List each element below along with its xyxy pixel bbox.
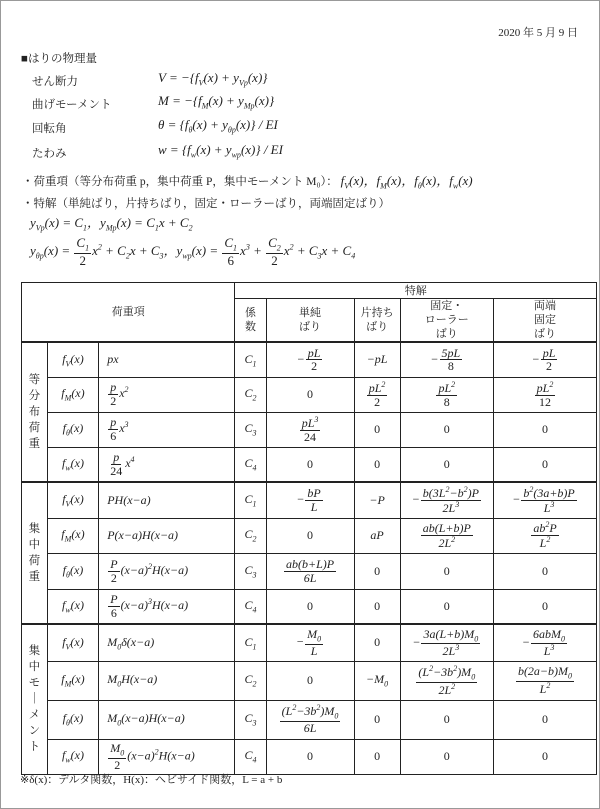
particular-eq-1: $y_{Vp}(x) = C_1$，$y_{Mp}(x) = C_1x + C_2$ — [30, 215, 193, 233]
cell: 0 — [354, 412, 400, 447]
cell: $\frac{pL^3}{24}$ — [266, 412, 354, 447]
coef-c1: $C_1$ — [235, 624, 266, 661]
load-expr: $M_0H(x-a)$ — [99, 661, 235, 700]
cell: $\frac{ab(b+L)P}{6L}$ — [266, 553, 354, 589]
cell: $\frac{b(2a-b)M_0}{L^2}$ — [493, 661, 596, 700]
cell: 0 — [266, 739, 354, 774]
load-expr: $M_0(x-a)H(x-a)$ — [99, 700, 235, 739]
coef-c2: $C_2$ — [235, 377, 266, 412]
cell: $\frac{pL^2}{2}$ — [354, 377, 400, 412]
coef-c1: $C_1$ — [235, 342, 266, 377]
load-expr: $\frac{p}{24}$ $x^4$ — [99, 447, 235, 482]
cell: 0 — [400, 412, 493, 447]
cell: 0 — [400, 739, 493, 774]
func-fv: $f_V(x)$ — [47, 342, 98, 377]
cell: 0 — [354, 700, 400, 739]
func-fw: $f_w(x)$ — [47, 739, 98, 774]
header-simple-beam: 単純 ばり — [266, 299, 354, 343]
cell: −pL — [354, 342, 400, 377]
cell: 0 — [493, 447, 596, 482]
cell: $\frac{pL^2}{8}$ — [400, 377, 493, 412]
section-title: ■はりの物理量 — [21, 53, 97, 65]
cell: $\frac{ab^2P}{L^2}$ — [493, 518, 596, 553]
func-fm: $f_M(x)$ — [47, 377, 98, 412]
func-fw: $f_w(x)$ — [47, 447, 98, 482]
coef-c4: $C_4$ — [235, 589, 266, 624]
func-ftheta: $f_\theta(x)$ — [47, 553, 98, 589]
cell: 0 — [493, 412, 596, 447]
coef-c3: $C_3$ — [235, 553, 266, 589]
cell: −P — [354, 482, 400, 518]
cell: 0 — [493, 589, 596, 624]
particular-eq-2: $y_{\theta p}(x)$ = $\frac{C_1}{2}$ $x^2 + C_2x + C_3$，$y_{wp}(x)$ = $\frac{C_1}{6}$ $x^3$ + $\frac{C_2}{2}$ $x^2 + C_3x + C_4$ — [30, 235, 356, 268]
cell: 0 — [493, 700, 596, 739]
cell: 0 — [400, 553, 493, 589]
func-fv: $f_V(x)$ — [47, 482, 98, 518]
cell: 0 — [400, 700, 493, 739]
group-uniform-load: 等 分 布 荷 重 — [22, 342, 48, 482]
load-expr: $\frac{p}{2}$ $x^2$ — [99, 377, 235, 412]
load-terms-text: ・荷重項（等分布荷重 p，集中荷重 P，集中モーメント M₀）： — [22, 176, 338, 188]
cell: 0 — [354, 624, 400, 661]
func-ftheta: $f_\theta(x)$ — [47, 412, 98, 447]
document-date: 2020 年 5 月 9 日 — [498, 27, 578, 39]
shear-force-label: せん断力 — [32, 76, 78, 88]
load-term-table — [21, 282, 597, 775]
cell: 0 — [266, 447, 354, 482]
header-particular-solution: 特解 — [235, 283, 597, 299]
coef-c4: $C_4$ — [235, 739, 266, 774]
load-expr: $M_0\delta(x-a)$ — [99, 624, 235, 661]
cell: − $\frac{6abM_0}{L^3}$ — [493, 624, 596, 661]
coef-c2: $C_2$ — [235, 518, 266, 553]
rotation-angle-label: 回転角 — [32, 123, 67, 135]
cell: − $\frac{3a(L+b)M_0}{2L^3}$ — [400, 624, 493, 661]
deflection-label: たわみ — [32, 148, 67, 160]
load-expr: px — [99, 342, 235, 377]
cell: 0 — [266, 589, 354, 624]
load-expr: $\frac{p}{6}$ $x^3$ — [99, 412, 235, 447]
cell: − $\frac{5pL}{8}$ — [400, 342, 493, 377]
func-fm: $f_M(x)$ — [47, 661, 98, 700]
func-fm: $f_M(x)$ — [47, 518, 98, 553]
deflection-equation: $w = \{f_w(x) + y_{wp}(x)\}$ / EI — [158, 142, 283, 160]
cell: 0 — [400, 447, 493, 482]
cell: $\frac{pL^2}{12}$ — [493, 377, 596, 412]
load-expr: $\frac{M_0}{2}$ $(x-a)^2H(x-a)$ — [99, 739, 235, 774]
group-concentrated-moment: 集 中 モ ｜ メ ン ト — [22, 624, 48, 774]
cell: − $\frac{pL}{2}$ — [493, 342, 596, 377]
cell: 0 — [400, 589, 493, 624]
header-coefficient: 係 数 — [235, 299, 266, 343]
cell: − $\frac{pL}{2}$ — [266, 342, 354, 377]
cell: $\frac{(L^2-3b^2)M_0}{6L}$ — [266, 700, 354, 739]
cell: 0 — [266, 518, 354, 553]
cell: 0 — [493, 553, 596, 589]
cell: − $\frac{b(3L^2-b^2)P}{2L^3}$ — [400, 482, 493, 518]
func-ftheta: $f_\theta(x)$ — [47, 700, 98, 739]
cell: $-M_0$ — [354, 661, 400, 700]
load-expr: P(x−a)H(x−a) — [99, 518, 235, 553]
coef-c2: $C_2$ — [235, 661, 266, 700]
load-expr: $\frac{P}{6}$ $(x-a)^3H(x-a)$ — [99, 589, 235, 624]
header-cantilever-beam: 片持ち ばり — [354, 299, 400, 343]
cell: 0 — [354, 589, 400, 624]
header-both-fixed-beam: 両端 固定 ばり — [493, 299, 596, 343]
cell: aP — [354, 518, 400, 553]
cell: $\frac{ab(L+b)P}{2L^2}$ — [400, 518, 493, 553]
cell: − $\frac{bP}{L}$ — [266, 482, 354, 518]
footnote: ※δ(x)：デルタ関数，H(x)：ヘビサイド関数，L = a + b — [20, 774, 283, 786]
cell: 0 — [266, 377, 354, 412]
cell: 0 — [354, 739, 400, 774]
cell: 0 — [354, 447, 400, 482]
cell: 0 — [493, 739, 596, 774]
func-fv: $f_V(x)$ — [47, 624, 98, 661]
cell: $\frac{(L^2-3b^2)M_0}{2L^2}$ — [400, 661, 493, 700]
load-terms-bullet: ・荷重項（等分布荷重 p，集中荷重 P，集中モーメント M₀）： $f_V(x)$，$f_M(x)$，$f_\theta(x)$，$f_w(x)$ — [22, 173, 473, 191]
header-fixed-roller-beam: 固定・ ローラー ばり — [400, 299, 493, 343]
coef-c4: $C_4$ — [235, 447, 266, 482]
group-concentrated-load: 集 中 荷 重 — [22, 482, 48, 624]
coef-c1: $C_1$ — [235, 482, 266, 518]
coef-c3: $C_3$ — [235, 700, 266, 739]
coef-c3: $C_3$ — [235, 412, 266, 447]
particular-solution-bullet: ・特解（単純ばり，片持ちばり，固定・ローラーばり，両端固定ばり） — [22, 198, 390, 210]
load-expr: PH(x−a) — [99, 482, 235, 518]
cell: 0 — [354, 553, 400, 589]
cell: − $\frac{M_0}{L}$ — [266, 624, 354, 661]
shear-force-equation: $V = -\{f_V(x) + y_{Vp}(x)\}$ — [158, 70, 268, 88]
cell: − $\frac{b^2(3a+b)P}{L^3}$ — [493, 482, 596, 518]
bending-moment-label: 曲げモーメント — [32, 99, 112, 111]
cell: 0 — [266, 661, 354, 700]
func-fw: $f_w(x)$ — [47, 589, 98, 624]
load-expr: $\frac{P}{2}$ $(x-a)^2H(x-a)$ — [99, 553, 235, 589]
bending-moment-equation: $M = -\{f_M(x) + y_{Mp}(x)\}$ — [158, 93, 275, 111]
header-load-term: 荷重項 — [22, 283, 235, 343]
rotation-angle-equation: $\theta = \{f_\theta(x) + y_{\theta p}(x)\}$ / EI — [158, 117, 278, 135]
